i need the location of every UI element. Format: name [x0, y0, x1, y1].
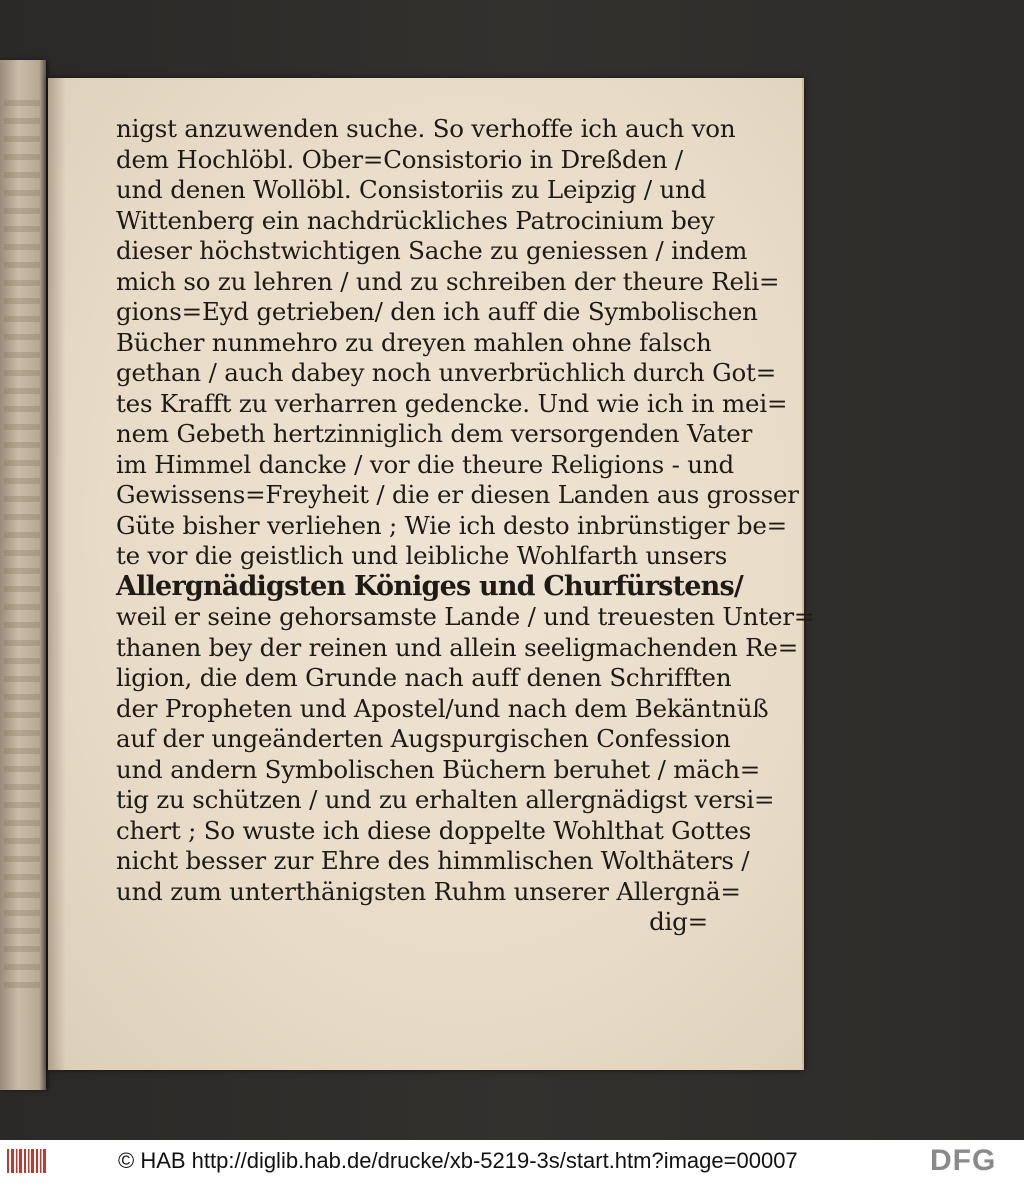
document-page — [48, 78, 815, 1070]
page-text-block — [116, 114, 815, 938]
hab-barcode-logo-icon — [6, 1146, 48, 1176]
text-line: thanen bey der reinen und allein seeligmachenden Re= — [116, 632, 799, 662]
text-line: auf der ungeänderten Augspurgischen Confession — [116, 724, 731, 753]
text-line-emphasis: Allergnädigsten Königes und Churfürstens/ — [116, 570, 743, 602]
facing-page-edge — [0, 60, 46, 1090]
text-line: gions=Eyd getrieben/ den ich auff die Symbolischen — [116, 297, 758, 326]
text-line: dieser höchstwichtigen Sache zu geniessen / indem — [116, 236, 748, 265]
text-line: chert ; So wuste ich diese doppelte Wohlthat Gottes — [116, 815, 752, 845]
text-line: nigst anzuwenden suche. So verhoffe ich auch von — [116, 114, 736, 143]
text-line: nem Gebeth hertzinniglich dem versorgenden Vater — [116, 419, 753, 448]
text-line: ligion, die dem Grunde nach auff denen Schrifften — [116, 663, 732, 692]
text-line: im Himmel dancke / vor die theure Religions - und — [116, 449, 734, 479]
text-line: weil er seine gehorsamste Lande / und treuesten Unter= — [116, 602, 815, 631]
text-line: Wittenberg ein nachdrückliches Patrocinium bey — [116, 205, 715, 235]
facing-page-bleed — [4, 100, 40, 1000]
text-line: te vor die geistlich und leibliche Wohlfarth unsers — [116, 541, 728, 570]
text-line: mich so zu lehren / und zu schreiben der theure Reli= — [116, 266, 780, 296]
text-line: Gewissens=Freyheit / die er diesen Landen aus grosser — [116, 480, 799, 509]
text-line: und zum unterthänigsten Ruhm unserer Allergnä= — [116, 876, 741, 906]
text-line: der Propheten und Apostel/und nach dem Bekäntnüß — [116, 693, 769, 723]
text-line: gethan / auch dabey noch unverbrüchlich durch Got= — [116, 358, 777, 387]
text-line: Güte bisher verliehen ; Wie ich desto inbrünstiger be= — [116, 510, 788, 540]
dfg-logo: DFG — [930, 1144, 997, 1177]
text-line: Bücher nunmehro zu dreyen mahlen ohne falsch — [116, 327, 712, 357]
catchword: dig= — [649, 907, 708, 936]
text-line: tes Krafft zu verharren gedencke. Und wie ich in mei= — [116, 388, 788, 418]
text-line: tig zu schützen / und zu erhalten allergnädigst versi= — [116, 785, 775, 814]
viewer-footer — [0, 1140, 1024, 1182]
text-line: nicht besser zur Ehre des himmlischen Wolthäters / — [116, 846, 750, 875]
text-line: und denen Wollöbl. Consistoriis zu Leipzig / und — [116, 175, 707, 204]
text-line: und andern Symbolischen Büchern beruhet / mäch= — [116, 754, 761, 784]
copyright-url-text: © HAB http://diglib.hab.de/drucke/xb-5219-3s/start.htm?image=00007 — [118, 1148, 798, 1173]
text-line: dem Hochlöbl. Ober=Consistorio in Dreßden / — [116, 144, 683, 174]
